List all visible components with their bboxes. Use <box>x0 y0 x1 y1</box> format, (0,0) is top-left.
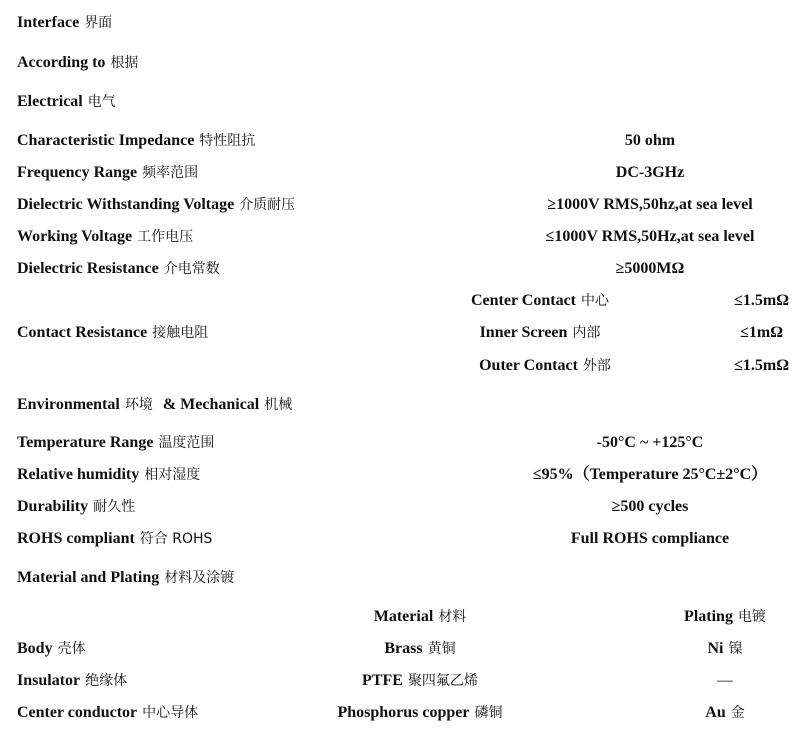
frequency-label-zh: 频率范围 <box>142 165 199 181</box>
section-mechanical-zh: 机械 <box>264 397 293 413</box>
humidity-value: ≤95%（Temperature 25°C±2°C） <box>532 466 768 483</box>
section-mechanical-en: & Mechanical <box>162 396 260 413</box>
outer-contact-value: ≤1.5mΩ <box>734 357 789 374</box>
section-electrical <box>17 92 116 112</box>
working-voltage-value: ≤1000V RMS,50Hz,at sea level <box>545 228 755 245</box>
center-conductor-part-zh: 中心导体 <box>142 705 199 721</box>
rohs-label-zh: 符合 ROHS <box>139 531 213 547</box>
body-plating-en: Ni <box>707 640 724 657</box>
body-material-en: Brass <box>384 640 423 657</box>
durability-label-en: Durability <box>17 498 89 515</box>
frequency-value: DC-3GHz <box>615 164 685 181</box>
impedance-value: 50 ohm <box>624 132 676 149</box>
working-voltage-label-zh: 工作电压 <box>137 229 194 245</box>
plating-header-en: Plating <box>684 608 733 625</box>
center-conductor-part-en: Center conductor <box>17 704 138 721</box>
insulator-part-zh: 绝缘体 <box>85 673 128 689</box>
center-conductor-material-en: Phosphorus copper <box>337 704 470 721</box>
working-voltage-label <box>17 227 193 247</box>
center-conductor-material-zh: 磷铜 <box>474 705 503 721</box>
withstanding-label-en: Dielectric Withstanding Voltage <box>17 196 235 213</box>
center-conductor-plating-zh: 金 <box>730 705 745 721</box>
body-material-zh: 黄铜 <box>427 641 456 657</box>
inner-screen-value: ≤1mΩ <box>740 324 783 341</box>
durability-label-zh: 耐久性 <box>93 499 136 515</box>
section-according <box>17 53 138 73</box>
impedance-label-en: Characteristic Impedance <box>17 132 195 149</box>
temperature-label <box>17 433 214 453</box>
section-material-zh: 材料及涂镀 <box>164 570 235 586</box>
contact-resistance-label-en: Contact Resistance <box>17 324 148 341</box>
center-contact-label-en: Center Contact <box>470 292 576 309</box>
contact-resistance-label <box>17 323 208 343</box>
withstanding-label-zh: 介质耐压 <box>239 197 296 213</box>
humidity-label-zh: 相对湿度 <box>144 467 201 483</box>
material-header-en: Material <box>373 608 434 625</box>
section-material <box>17 568 234 588</box>
rohs-label-en: ROHS compliant <box>17 530 135 547</box>
insulator-part <box>17 671 127 691</box>
temperature-value: -50°C ~ +125°C <box>596 434 704 451</box>
working-voltage-label-en: Working Voltage <box>17 228 133 245</box>
body-part <box>17 639 86 659</box>
center-contact-label <box>420 291 660 311</box>
section-according-zh: 根据 <box>110 55 139 71</box>
center-contact-label-zh: 中心 <box>581 293 609 309</box>
material-header-zh: 材料 <box>438 609 467 625</box>
section-according-en: According to <box>17 54 106 71</box>
section-environmental-zh: 环境 <box>124 397 153 413</box>
rohs-label <box>17 529 212 549</box>
temperature-label-en: Temperature Range <box>17 434 154 451</box>
impedance-label-zh: 特性阻抗 <box>199 133 256 149</box>
body-part-en: Body <box>17 640 53 657</box>
center-contact-value: ≤1.5mΩ <box>734 292 789 309</box>
section-interface <box>17 13 112 33</box>
insulator-material-en: PTFE <box>362 672 403 689</box>
withstanding-value: ≥1000V RMS,50hz,at sea level <box>547 196 753 213</box>
outer-contact-label <box>425 356 665 376</box>
section-environmental <box>17 395 292 415</box>
body-plating-zh: 镍 <box>728 641 743 657</box>
body-plating <box>610 639 800 659</box>
section-material-en: Material and Plating <box>17 569 160 586</box>
dielectric-resistance-value: ≥5000MΩ <box>615 260 685 277</box>
insulator-plating-en: — <box>717 672 733 689</box>
frequency-label <box>17 163 198 183</box>
section-electrical-en: Electrical <box>17 93 83 110</box>
humidity-label-en: Relative humidity <box>17 466 140 483</box>
center-conductor-material <box>300 703 540 723</box>
dielectric-resistance-label-zh: 介电常数 <box>163 261 220 277</box>
dielectric-resistance-label-en: Dielectric Resistance <box>17 260 159 277</box>
body-part-zh: 壳体 <box>57 641 86 657</box>
inner-screen-label <box>420 323 660 343</box>
contact-resistance-label-zh: 接触电阻 <box>152 325 209 341</box>
center-conductor-part <box>17 703 198 723</box>
section-interface-zh: 界面 <box>84 15 113 31</box>
outer-contact-label-en: Outer Contact <box>479 357 578 374</box>
durability-value: ≥500 cycles <box>611 498 689 515</box>
section-environmental-en: Environmental <box>17 396 120 413</box>
insulator-material-zh: 聚四氟乙烯 <box>407 673 478 689</box>
section-electrical-zh: 电气 <box>87 94 116 110</box>
material-column-header <box>300 607 540 627</box>
impedance-label <box>17 131 255 151</box>
frequency-label-en: Frequency Range <box>17 164 138 181</box>
temperature-label-zh: 温度范围 <box>158 435 215 451</box>
dielectric-resistance-label <box>17 259 220 279</box>
withstanding-label <box>17 195 295 215</box>
insulator-plating <box>610 671 800 691</box>
plating-column-header <box>610 607 800 627</box>
section-interface-en: Interface <box>17 14 80 31</box>
plating-header-zh: 电镀 <box>737 609 766 625</box>
outer-contact-label-zh: 外部 <box>582 358 611 374</box>
inner-screen-label-en: Inner Screen <box>479 324 568 341</box>
insulator-part-en: Insulator <box>17 672 81 689</box>
durability-label <box>17 497 135 517</box>
center-conductor-plating <box>610 703 800 723</box>
humidity-label <box>17 465 200 485</box>
body-material <box>300 639 540 659</box>
rohs-value: Full ROHS compliance <box>570 530 730 547</box>
inner-screen-label-zh: 内部 <box>572 325 601 341</box>
center-conductor-plating-en: Au <box>705 704 726 721</box>
insulator-material <box>300 671 540 691</box>
